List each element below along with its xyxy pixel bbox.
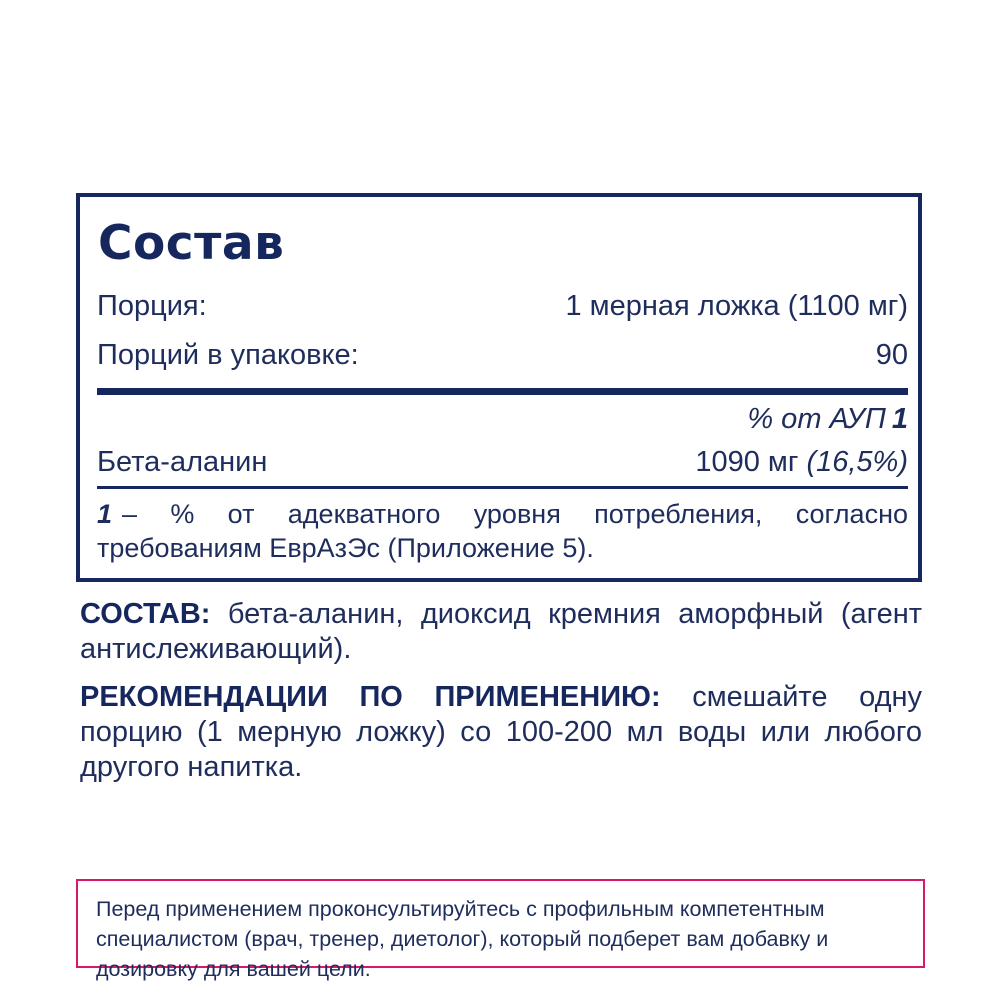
rda-header-label: % от АУП — [747, 403, 886, 435]
usage-recommendations-text: смешайте одну порцию (1 мерную ложку) со 100-200 мл воды или любого другого напитка. — [80, 681, 923, 783]
ingredient-amount: 1090 мг — [695, 446, 799, 478]
panel-title: Состав — [98, 216, 285, 271]
servings-per-container-label: Порций в упаковке: — [97, 339, 359, 371]
serving-size-row — [97, 289, 908, 323]
thick-divider — [97, 388, 908, 395]
ingredient-name: Бета-аланин — [97, 446, 268, 478]
footnote-number: 1 — [97, 499, 113, 529]
composition-text: бета-аланин, диоксид кремния аморфный (агент антислеживающий). — [80, 598, 922, 665]
servings-per-container-row — [97, 338, 908, 372]
consultation-warning-box — [76, 879, 925, 981]
ingredient-percent: (16,5%) — [806, 446, 908, 478]
footnote-marker: 1 — [891, 403, 908, 435]
composition-paragraph — [80, 597, 922, 667]
thin-divider — [97, 486, 908, 489]
servings-per-container-value: 90 — [875, 339, 908, 371]
ingredient-row — [97, 445, 908, 479]
composition-heading: СОСТАВ: — [80, 598, 211, 630]
supplement-facts-panel — [76, 193, 922, 582]
footnote — [97, 497, 908, 565]
ingredient-amount-cell — [695, 445, 908, 479]
footnote-text: – % от адекватного уровня потребления, согласно требованиям ЕврАзЭс (Приложение 5). — [97, 499, 908, 563]
serving-size-value: 1 мерная ложка (1100 мг) — [565, 290, 908, 322]
rda-column-header — [747, 402, 908, 436]
usage-recommendations-paragraph — [80, 680, 922, 785]
serving-size-label: Порция: — [97, 290, 207, 322]
consultation-warning-text: Перед применением проконсультируйтесь с профильным компетентным специалистом (врач, тренер, диетолог), который подберет вам добавку и дозировку для вашей цели. — [96, 897, 829, 981]
usage-recommendations-heading: РЕКОМЕНДАЦИИ ПО ПРИМЕНЕНИЮ: — [80, 681, 661, 713]
